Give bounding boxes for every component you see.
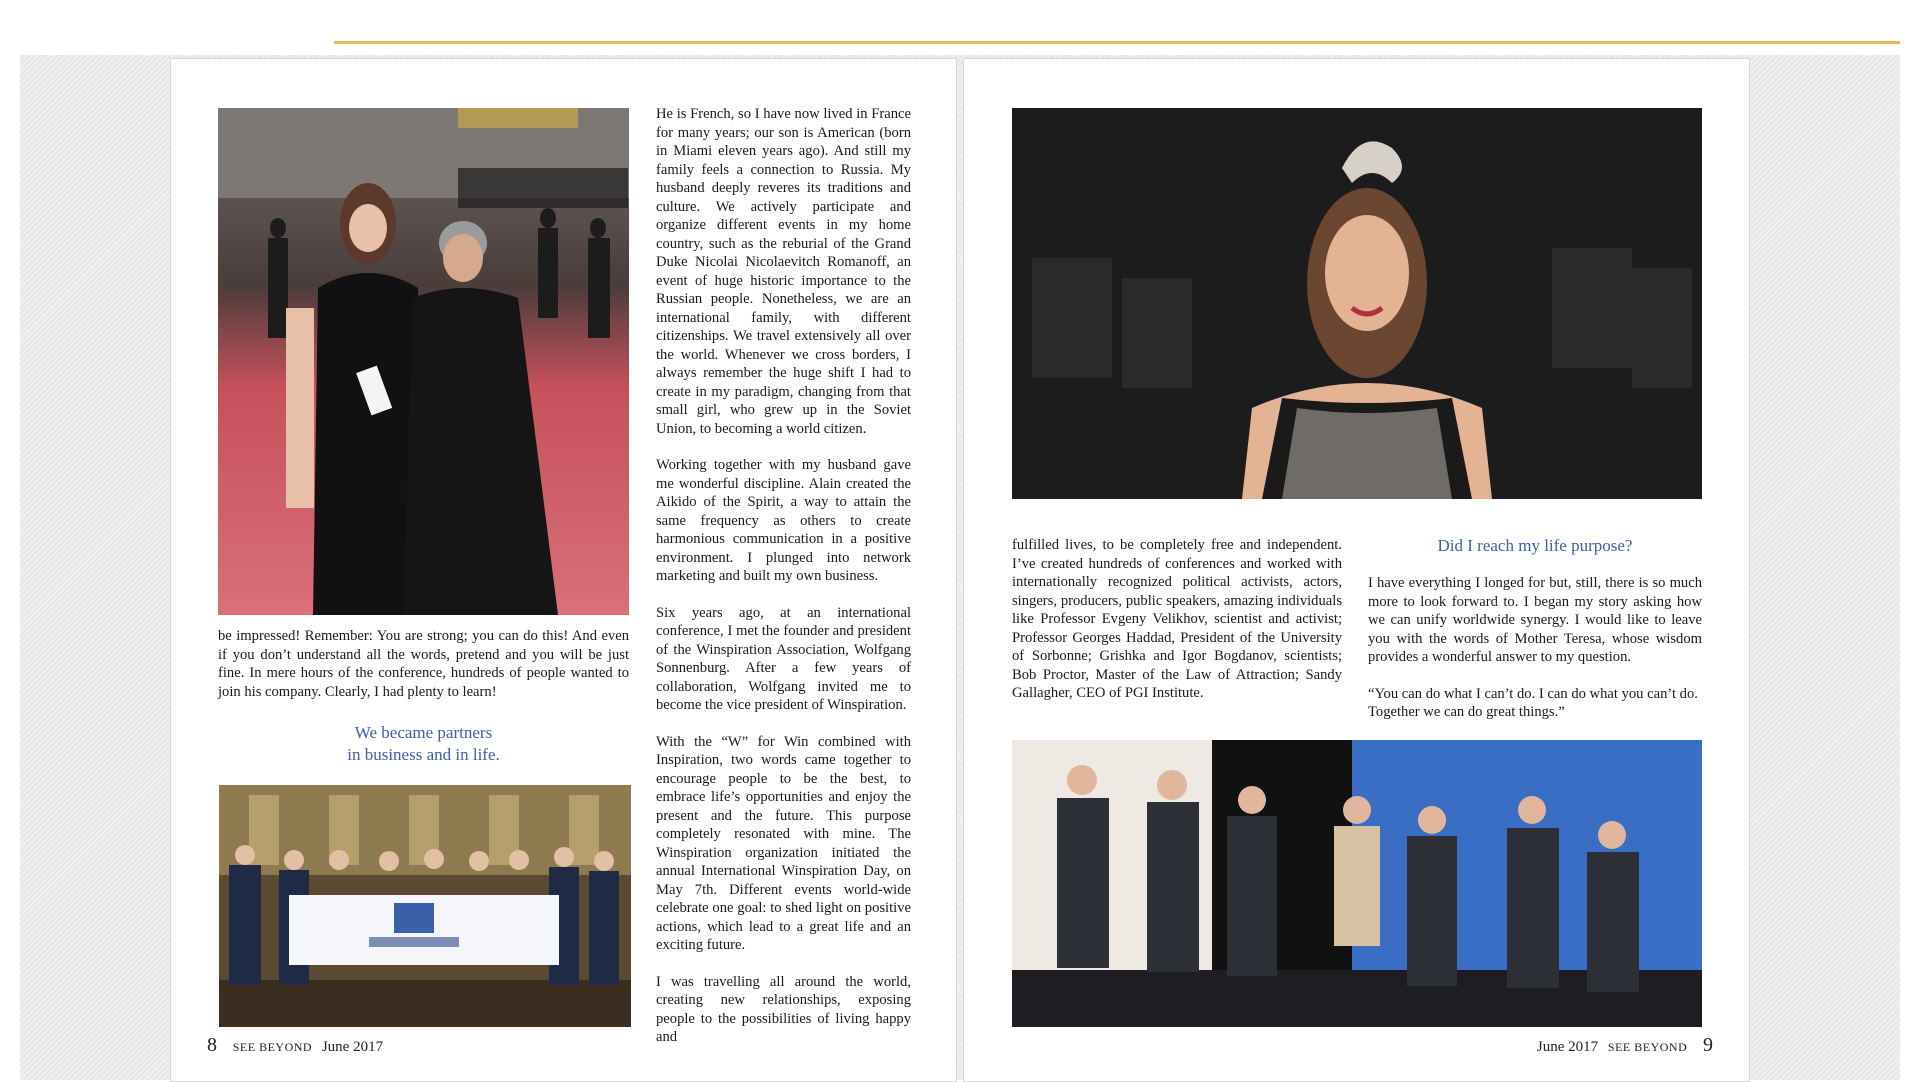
- issue-date: June 2017: [1536, 1039, 1599, 1055]
- paragraph: I was travelling all around the world, creating new relationships, exposing people to the possibilities of living happy and: [656, 973, 911, 1045]
- portrait-photo: [1012, 108, 1702, 499]
- page-folio-left: [201, 1034, 383, 1057]
- paragraph: With the “W” for Win combined with Inspiration, two words came together to encourage people to be the best, to embrace life’s opportunities and enjoy the present and the future. This purpose completely resonated with mine. The Winspiration organization initiated the annual International Winspiration Day, on May 7th. Different events world-wide celebrate one goal: to shed light on positive actions, which lead to a great life and an exciting future.: [656, 733, 911, 953]
- paragraph: I have everything I longed for but, still, there is so much more to look forward to. I began my story asking how we can unify worldwide synergy. I would like to leave you with the words of Mother Teresa, whose wisdom provides a wonderful answer to my question.: [1368, 575, 1702, 665]
- top-accent-line: [334, 41, 1900, 44]
- winspiration-banner-photo: [219, 785, 631, 1027]
- section-heading-partners: [218, 722, 629, 766]
- page-number: 8: [207, 1034, 217, 1056]
- paragraph: Working together with my husband gave me wonderful discipline. Alain created the Aikido of the Spirit, a way to attain the same frequency as others to create harmonious communication in a positive environment. I plunged into network marketing and built my own business.: [656, 457, 911, 584]
- magazine-name: SEE BEYOND: [232, 1040, 313, 1054]
- heading-line-1: We became partners: [354, 723, 493, 742]
- page-number: 9: [1703, 1034, 1713, 1056]
- section-heading-life-purpose: Did I reach my life purpose?: [1437, 536, 1633, 555]
- left-page: [170, 58, 957, 1082]
- magazine-name: SEE BEYOND: [1607, 1040, 1688, 1054]
- panel-stage-photo: [1012, 740, 1702, 1027]
- paragraph: He is French, so I have now lived in France for many years; our son is American (born in Miami eleven years ago). And still my family feels a connection to Russia. My husband deeply reveres its traditions and culture. We actively participate and organize different events in my home country, such as the reburial of the Grand Duke Nicolai Nicolaevitch Romanoff, an event of huge historic importance to the Russian people. Nonetheless, we are an international family, with different citizenships. We travel extensively all over the world. Whenever we cross borders, I always remember the huge shift I had to create in my paradigm, changing from that small girl, who grew up in the Soviet Union, to becoming a world citizen.: [656, 106, 911, 437]
- right-page: [963, 58, 1750, 1082]
- red-carpet-photo: [218, 108, 629, 615]
- right-page-column-left: fulfilled lives, to be completely free and independent. I’ve created hundreds of conferences and worked with internationally recognized political activists, actors, singers, producers, public speakers, amazing individuals like Professor Evgeny Velikhov, scientist and activist; Professor Georges Haddad, President of the University of Sorbonne; Grishka and Igor Bogdanov, scientists; Bob Proctor, Master of the Law of Attraction; Sandy Gallagher, CEO of PGI Institute.: [1012, 537, 1342, 701]
- paragraph: Six years ago, at an international conference, I met the founder and president of the Winspiration Association, Wolfgang Sonnenburg. After a few years of collaboration, Wolfgang invited me to become the vice president of Winspiration.: [656, 604, 911, 713]
- issue-date: June 2017: [321, 1039, 384, 1055]
- caption-paragraph: be impressed! Remember: You are strong; you can do this! And even if you don’t understand all the words, pretend and you will be just fine. In mere hours of the conference, hundreds of people wanted to join his company. Clearly, I had plenty to learn!: [218, 628, 629, 700]
- right-page-column-right: [1368, 574, 1702, 740]
- page-folio-right: [1537, 1034, 1719, 1057]
- quote-paragraph: “You can do what I can’t do. I can do what you can’t do. Together we can do great things.”: [1368, 685, 1698, 720]
- left-page-column-right: [656, 105, 911, 1065]
- heading-line-2: in business and in life.: [347, 745, 500, 764]
